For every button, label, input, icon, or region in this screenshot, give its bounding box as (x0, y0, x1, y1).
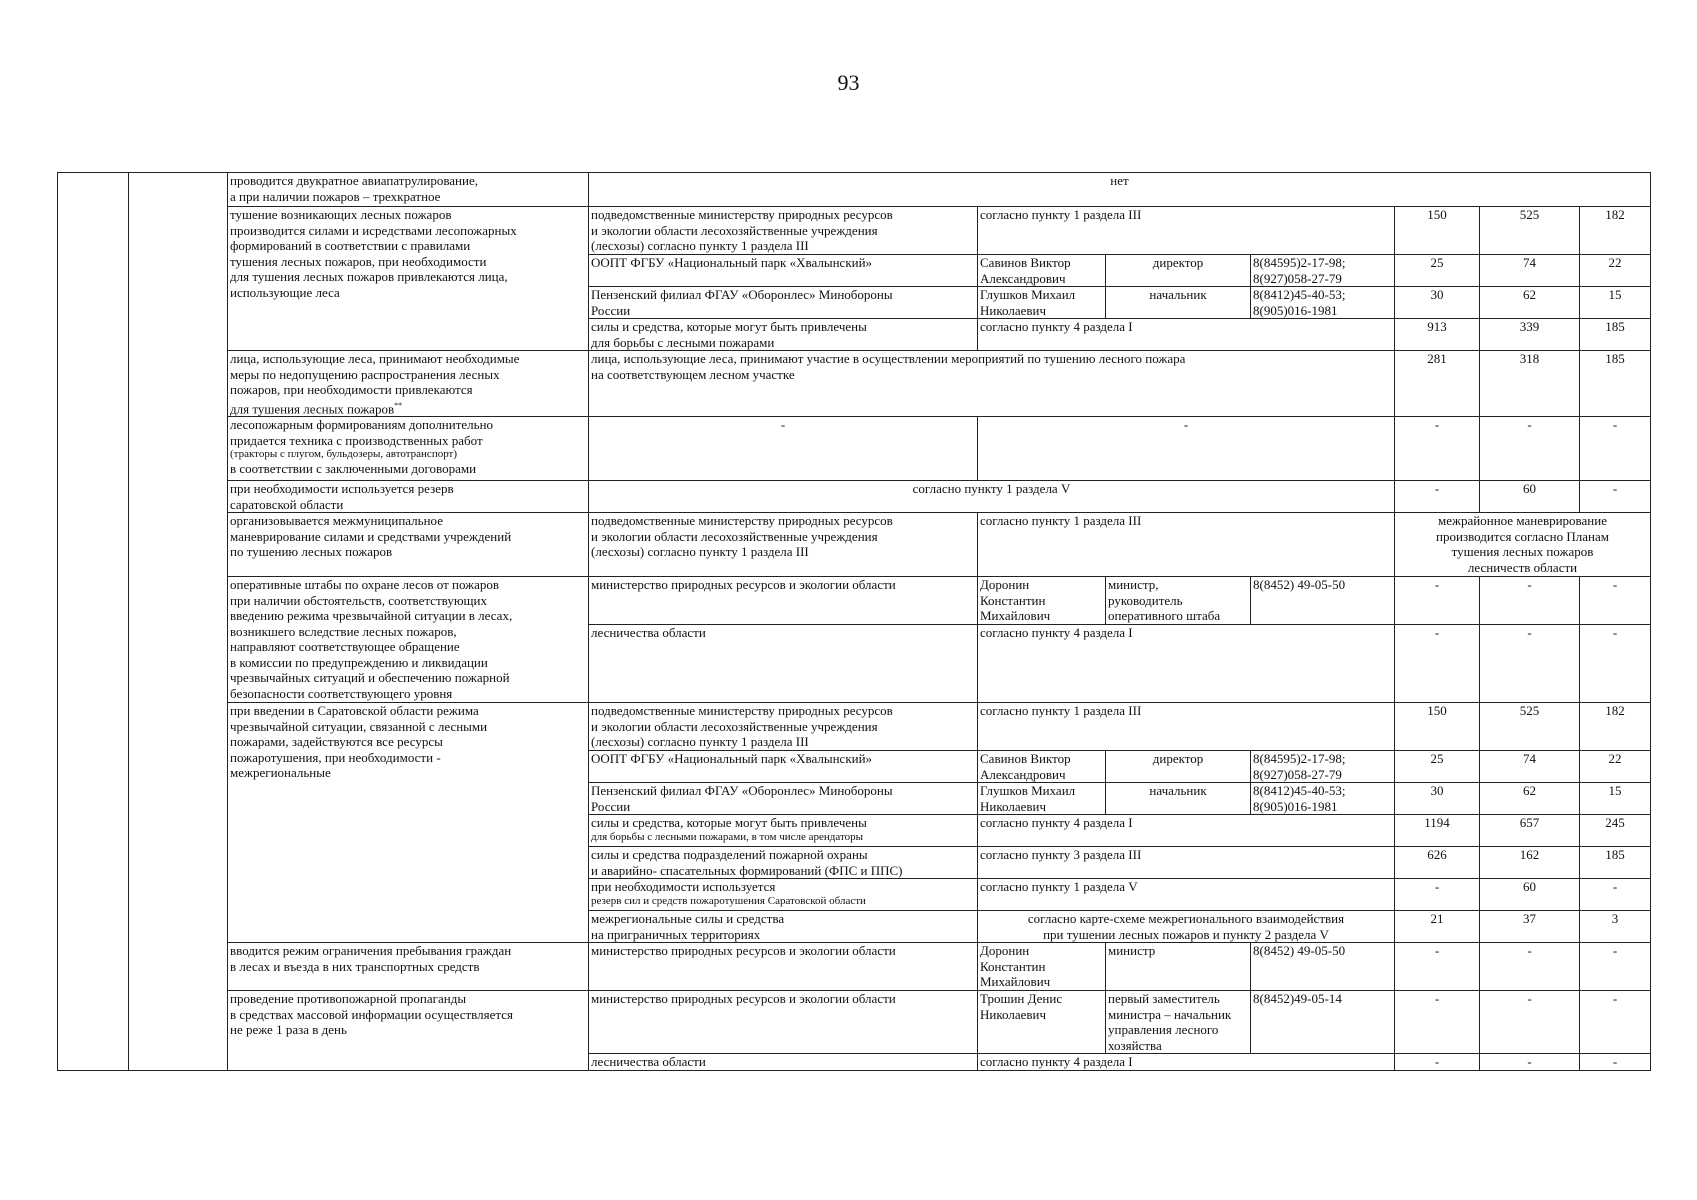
value-cell: 913 (1427, 319, 1447, 334)
phone-cell: 8(8452) 49-05-50 (1253, 577, 1346, 593)
person-cell: Глушков Михаил Николаевич (980, 783, 1076, 814)
resource-cell: лесничества области (591, 625, 706, 641)
resource-cell: силы и средства, которые могут быть привлечены для борьбы с лесными пожарами, в том числе арендаторы (591, 815, 867, 843)
measure-cell: организовывается межмуниципальное маневрирование силами и средствами учреждений по тушению лесных пожаров (230, 513, 512, 560)
table-row (58, 417, 1651, 481)
person-cell: Глушков Михаил Николаевич (980, 287, 1076, 318)
person-cell: Доронин Константин Михайлович (980, 577, 1051, 624)
measure-cell: проведение противопожарной пропаганды в средствах массовой информации осуществляется не реже 1 раза в день (230, 991, 513, 1038)
value-cell: - (1612, 417, 1618, 433)
value-cell: - (1434, 879, 1440, 895)
measure-cell: вводится режим ограничения пребывания граждан в лесах и въезда в них транспортных средств (230, 943, 512, 974)
reference-cell: согласно пункту 1 раздела III (980, 207, 1142, 222)
measure-cell: оперативные штабы по охране лесов от пожаров при наличии обстоятельств, соответствующих введению режима чрезвычайной ситуации в лесах, возникшего вследствие лесных пожаров, направляют соответствующее обращение в комиссии по предупреждению и ликвидации чрезвычайных ситуаций и обеспечению пожарной безопасности соответствующего уровня (230, 577, 513, 701)
position-cell: первый заместитель министра – начальник управления лесного хозяйства (1108, 991, 1232, 1053)
person-cell: Савинов Виктор Александрович (980, 255, 1071, 286)
value-cell: 3 (1611, 911, 1619, 927)
value-cell: 162 (1519, 847, 1540, 863)
values-note-cell: межрайонное маневрирование производится согласно Планам тушения лесных пожаров лесничеств области (1436, 513, 1609, 575)
resource-cell: министерство природных ресурсов и экологии области (591, 577, 896, 593)
resource-cell: лесничества области (591, 1054, 706, 1070)
value-cell: 185 (1605, 351, 1625, 366)
table-row (58, 703, 1651, 751)
fire-measures-table (57, 172, 1651, 1071)
table-row (58, 173, 1651, 207)
value-cell: 182 (1605, 207, 1625, 222)
table-row (58, 351, 1651, 417)
reference-cell: - (1183, 417, 1189, 433)
value-cell: 22 (1608, 751, 1622, 767)
position-cell: министр, руководитель оперативного штаба (1108, 577, 1221, 624)
reference-cell: согласно карте-схеме межрегионального взаимодействия при тушении лесных пожаров и пункту 2 раздела V (1027, 911, 1345, 942)
table-row (58, 577, 1651, 625)
value-cell: 185 (1605, 319, 1625, 334)
value-cell: 30 (1430, 783, 1444, 799)
value-cell: 25 (1430, 255, 1444, 270)
value-cell: - (1434, 991, 1440, 1007)
value-cell: - (1434, 625, 1440, 641)
reference-cell: согласно пункту 4 раздела I (980, 815, 1133, 831)
position-cell: начальник (1149, 287, 1207, 302)
phone-cell: 8(8452) 49-05-50 (1253, 943, 1346, 959)
table-row (58, 991, 1651, 1054)
value-cell: 245 (1605, 815, 1625, 831)
resource-cell: министерство природных ресурсов и экологии области (591, 943, 896, 959)
measure-cell: при введении в Саратовской области режима чрезвычайной ситуации, связанной с лесными пожарами, задействуются все ресурсы пожаротушения, при необходимости - межрегиональные (230, 703, 488, 781)
phone-cell: 8(84595)2-17-98; 8(927)058-27-79 (1253, 255, 1346, 286)
resource-cell: подведомственные министерству природных ресурсов и экологии области лесохозяйственные учреждения (лесхозы) согласно пункту 1 раздела III (591, 703, 893, 750)
resource-cell: подведомственные министерству природных ресурсов и экологии области лесохозяйственные учреждения (лесхозы) согласно пункту 1 раздела III (591, 207, 893, 253)
position-cell: начальник (1149, 783, 1207, 799)
resource-cell: министерство природных ресурсов и экологии области (591, 991, 896, 1007)
value-cell: - (1612, 481, 1618, 497)
position-cell: директор (1152, 255, 1204, 270)
person-cell: Трошин Денис Николаевич (980, 991, 1063, 1022)
value-cell: - (1612, 1054, 1618, 1070)
measure-cell: лица, использующие леса, принимают необходимые меры по недопущению распространения лесных пожаров, при необходимости привлекаются для тушения лесных пожаров** (230, 351, 520, 416)
value-cell: 62 (1523, 287, 1536, 302)
value-cell: 22 (1608, 255, 1622, 270)
value-cell: 185 (1605, 847, 1625, 863)
reference-cell: согласно пункту 4 раздела I (980, 625, 1133, 641)
value-cell: - (1434, 417, 1440, 433)
value-cell: - (1612, 577, 1618, 593)
reference-cell: согласно пункту 1 раздела V (980, 879, 1138, 895)
table-row (58, 943, 1651, 991)
phone-cell: 8(8452)49-05-14 (1253, 991, 1342, 1007)
resource-cell: - (780, 417, 786, 433)
value-cell: - (1434, 943, 1440, 959)
value-cell: 318 (1519, 351, 1540, 366)
page-number: 93 (837, 70, 860, 95)
measure-cell: лесопожарным формированиям дополнительно придается техника с производственных работ (тракторы с плугом, бульдозеры, автотранспорт) в соответствии с заключенными договорами (230, 417, 494, 477)
resource-cell: при необходимости используется резерв сил и средств пожаротушения Саратовской области (591, 879, 866, 907)
value-cell: 150 (1427, 703, 1447, 719)
reference-cell: согласно пункту 4 раздела I (980, 319, 1133, 334)
resource-cell: силы и средства, которые могут быть привлечены для борьбы с лесными пожарами (591, 319, 867, 350)
resource-cell: лица, использующие леса, принимают участие в осуществлении мероприятий по тушению лесного пожара на соответствующем лесном участке (591, 351, 1186, 382)
resource-cell: силы и средства подразделений пожарной охраны и аварийно- спасательных формирований (ФПС и ППС) (591, 847, 903, 878)
value-cell: 525 (1519, 207, 1540, 222)
number-column-cell (58, 173, 129, 1071)
value-cell: - (1612, 625, 1618, 641)
table-row (58, 513, 1651, 577)
value-cell: - (1527, 943, 1532, 959)
resource-cell: ООПТ ФГБУ «Национальный парк «Хвалынский» (591, 255, 873, 270)
value-cell: 1194 (1424, 815, 1450, 831)
value-cell: 25 (1430, 751, 1444, 767)
person-cell: Савинов Виктор Александрович (980, 751, 1071, 782)
value-cell: - (1527, 991, 1532, 1007)
footnote-mark: ** (394, 400, 403, 410)
value-cell: 339 (1519, 319, 1540, 334)
table-row (58, 481, 1651, 513)
value-cell: 60 (1523, 481, 1536, 497)
value-cell: - (1434, 481, 1440, 497)
note-cell: нет (1110, 173, 1129, 188)
person-cell: Доронин Константин Михайлович (980, 943, 1051, 990)
phone-cell: 8(8412)45-40-53; 8(905)016-1981 (1253, 783, 1346, 814)
reference-cell: согласно пункту 1 раздела III (980, 703, 1142, 719)
value-cell: 37 (1523, 911, 1536, 927)
reference-cell: согласно пункту 3 раздела III (980, 847, 1142, 863)
resource-cell: подведомственные министерству природных ресурсов и экологии области лесохозяйственные учреждения (лесхозы) согласно пункту 1 раздела III (591, 513, 893, 560)
value-cell: - (1612, 879, 1618, 895)
reference-cell: согласно пункту 1 раздела III (980, 513, 1142, 529)
measure-cell: при необходимости используется резерв саратовской области (230, 481, 454, 512)
value-cell: - (1612, 991, 1618, 1007)
value-cell: 657 (1519, 815, 1540, 831)
value-cell: - (1527, 577, 1532, 593)
resource-cell: Пензенский филиал ФГАУ «Оборонлес» Минобороны России (591, 287, 893, 318)
value-cell: - (1612, 943, 1618, 959)
value-cell: 74 (1523, 255, 1536, 270)
position-cell: министр (1108, 943, 1156, 959)
value-cell: 525 (1519, 703, 1540, 719)
value-cell: 60 (1523, 879, 1536, 895)
value-cell: 30 (1430, 287, 1444, 302)
value-cell: - (1527, 1054, 1532, 1070)
resource-cell: межрегиональные силы и средства на приграничных территориях (591, 911, 785, 942)
phone-cell: 8(84595)2-17-98; 8(927)058-27-79 (1253, 751, 1346, 782)
reference-cell: согласно пункту 4 раздела I (980, 1054, 1133, 1070)
value-cell: 182 (1605, 703, 1625, 719)
level-column-cell (129, 173, 228, 1071)
value-cell: - (1527, 625, 1532, 641)
value-cell: - (1527, 417, 1532, 433)
value-cell: - (1434, 577, 1440, 593)
resource-cell: Пензенский филиал ФГАУ «Оборонлес» Минобороны России (591, 783, 893, 814)
value-cell: 626 (1427, 847, 1447, 863)
resource-cell: ООПТ ФГБУ «Национальный парк «Хвалынский» (591, 751, 873, 767)
value-cell: 15 (1608, 783, 1622, 799)
value-cell: 21 (1430, 911, 1444, 927)
measure-cell: тушение возникающих лесных пожаров производится силами и исредствами лесопожарных формирований в соответствии с правилами тушения лесных пожаров, при необходимости для тушения лесных пожаров привлекаются лица, использующие леса (230, 207, 517, 300)
reference-cell: согласно пункту 1 раздела V (912, 481, 1071, 497)
measure-cell: проводится двукратное авиапатрулирование, а при наличии пожаров – трехкратное (230, 173, 478, 204)
value-cell: 150 (1427, 207, 1447, 222)
table-row (58, 207, 1651, 255)
value-cell: 281 (1427, 351, 1447, 366)
value-cell: - (1434, 1054, 1440, 1070)
value-cell: 15 (1608, 287, 1622, 302)
position-cell: директор (1152, 751, 1204, 767)
phone-cell: 8(8412)45-40-53; 8(905)016-1981 (1253, 287, 1346, 318)
value-cell: 74 (1523, 751, 1536, 767)
value-cell: 62 (1523, 783, 1536, 799)
